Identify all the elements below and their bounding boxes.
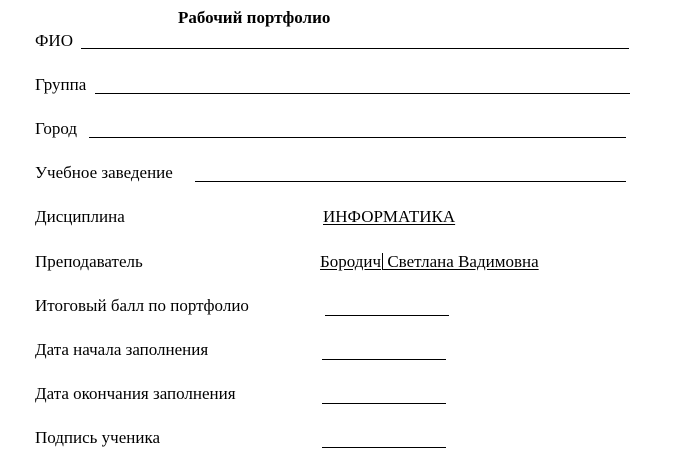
group-label: Группа [35,75,87,94]
start-date-label: Дата начала заполнения [35,340,209,359]
page-title: Рабочий портфолио [178,8,331,27]
fio-field[interactable] [81,48,629,49]
teacher-surname: Бородич [320,252,382,271]
city-label: Город [35,119,77,138]
institution-label: Учебное заведение [35,163,173,182]
end-date-label: Дата окончания заполнения [35,384,236,403]
institution-field[interactable] [195,181,626,182]
total-score-field[interactable] [325,315,449,316]
teacher-name: Светлана Вадимовна [383,252,539,271]
signature-label: Подпись ученика [35,428,161,447]
teacher-label: Преподаватель [35,252,143,271]
group-field[interactable] [95,93,630,94]
end-date-field[interactable] [322,403,446,404]
city-field[interactable] [89,137,626,138]
total-score-label: Итоговый балл по портфолио [35,296,249,315]
start-date-field[interactable] [322,359,446,360]
signature-field[interactable] [322,447,446,448]
fio-label: ФИО [35,31,73,50]
discipline-value[interactable]: ИНФОРМАТИКА [323,207,456,226]
teacher-value[interactable] [320,252,539,272]
discipline-label: Дисциплина [35,207,125,226]
